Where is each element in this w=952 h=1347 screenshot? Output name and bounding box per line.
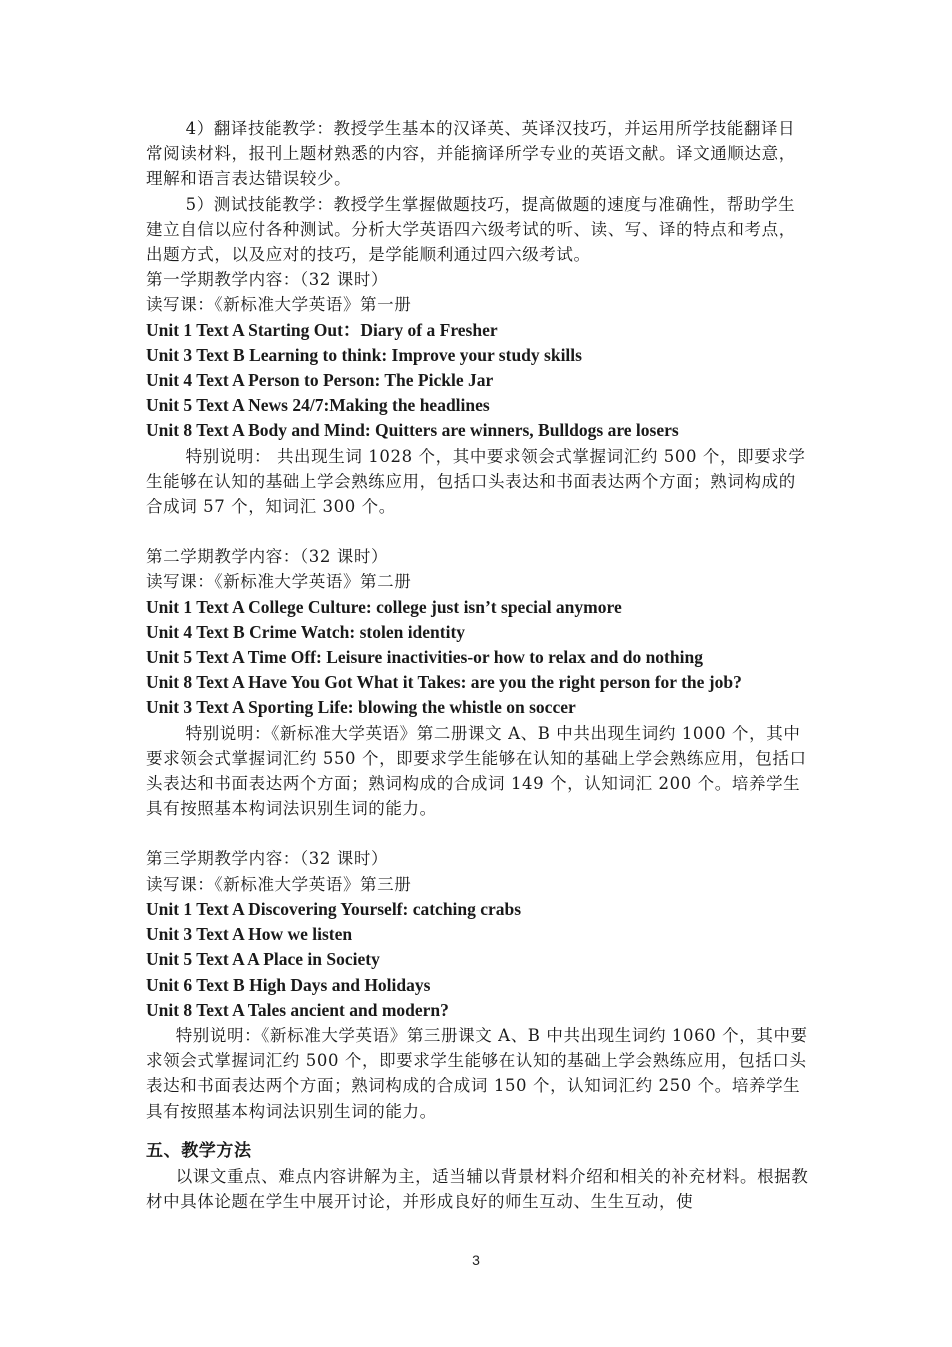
semester1-unit: Unit 8 Text A Body and Mind: Quitters are winners, Bulldogs are losers	[146, 420, 679, 441]
semester2-unit: Unit 3 Text A Sporting Life: blowing the whistle on soccer	[146, 697, 576, 718]
semester3-unit: Unit 1 Text A Discovering Yourself: catching crabs	[146, 898, 522, 919]
semester3-unit: Unit 6 Text B High Days and Holidays	[146, 974, 431, 995]
document-body	[146, 116, 810, 1214]
paragraph-testing-skills: 5）测试技能教学：教授学生掌握做题技巧，提高做题的速度与准确性，帮助学生建立自信以应付各种测试。分析大学英语四六级考试的听、读、写、译的特点和考点，出题方式，以及应对的技巧，是学能顺利通过四六级考试。	[146, 194, 796, 265]
semester1-unit: Unit 3 Text B Learning to think: Improve your study skills	[146, 344, 582, 365]
spacer	[146, 821, 810, 846]
semester2-unit: Unit 1 Text A College Culture: college just isn’t special anymore	[146, 596, 622, 617]
semester2-course: 读写课：《新标准大学英语》第二册	[146, 572, 412, 592]
semester2-unit: Unit 5 Text A Time Off: Leisure inactivities-or how to relax and do nothing	[146, 647, 703, 668]
semester3-heading: 第三学期教学内容：（32 课时）	[146, 849, 389, 869]
semester1-unit: Unit 5 Text A News 24/7:Making the headlines	[146, 395, 490, 416]
semester3-unit: Unit 8 Text A Tales ancient and modern?	[146, 999, 449, 1020]
section5-body: 以课文重点、难点内容讲解为主，适当辅以背景材料介绍和相关的补充材料。根据教材中具体论题在学生中展开讨论，并形成良好的师生互动、生生互动，使	[146, 1166, 809, 1212]
semester3-unit: Unit 3 Text A How we listen	[146, 924, 353, 945]
section5-heading: 五、教学方法	[146, 1140, 252, 1161]
semester3-course: 读写课：《新标准大学英语》第三册	[146, 874, 412, 894]
semester2-heading: 第二学期教学内容：（32 课时）	[146, 547, 389, 567]
semester1-course: 读写课：《新标准大学英语》第一册	[146, 295, 412, 315]
semester1-heading: 第一学期教学内容：（32 课时）	[146, 270, 389, 290]
semester1-note: 特别说明： 共出现生词 1028 个，其中要求领会式掌握词汇约 500 个，即要求学生能够在认知的基础上学会熟练应用，包括口头表达和书面表达两个方面；熟词构成的合成词 57 个，知词汇 300 个。	[146, 446, 806, 517]
semester1-unit: Unit 4 Text A Person to Person: The Pickle Jar	[146, 370, 494, 391]
semester3-note: 特别说明：《新标准大学英语》第三册课文 A、B 中共出现生词约 1060 个，其中要求领会式掌握词汇约 500 个，即要求学生能够在认知的基础上学会熟练应用，包括口头表达和书面表达两个方面；熟词构成的合成词 150 个，认知词汇约 250 个。培养学生具有按照基本构词法识别生词的能力。	[146, 1025, 808, 1121]
paragraph-translation-skills: 4）翻译技能教学：教授学生基本的汉译英、英译汉技巧，并运用所学技能翻译日常阅读材料，报刊上题材熟悉的内容，并能摘译所学专业的英语文献。译文通顺达意，理解和语言表达错误较少。	[146, 119, 796, 189]
semester2-note: 特别说明：《新标准大学英语》第二册课文 A、B 中共出现生词约 1000 个，其中要求领会式掌握词汇约 550 个，即要求学生能够在认知的基础上学会熟练应用，包括口头表达和书面表达两个方面；熟词构成的合成词 149 个，认知词汇 200 个。培养学生具有按照基本构词法识别生词的能力。	[146, 723, 807, 819]
semester2-unit: Unit 4 Text B Crime Watch: stolen identity	[146, 621, 466, 642]
semester3-unit: Unit 5 Text A A Place in Society	[146, 949, 380, 970]
semester1-unit: Unit 1 Text A Starting Out：Diary of a Fresher	[146, 319, 498, 340]
page-number: 3	[472, 1252, 480, 1268]
spacer	[146, 519, 810, 544]
spacer	[146, 1124, 810, 1139]
semester2-unit: Unit 8 Text A Have You Got What it Takes: are you the right person for the job?	[146, 672, 742, 693]
